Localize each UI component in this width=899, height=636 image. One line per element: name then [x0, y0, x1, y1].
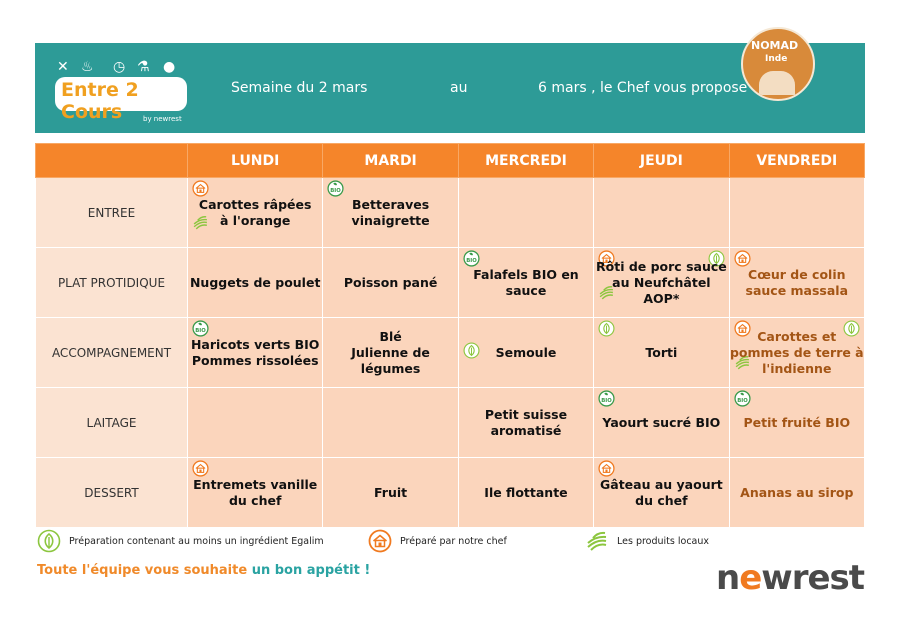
brand-start: n	[716, 558, 740, 598]
dish-text: Betteraves vinaigrette	[351, 196, 430, 228]
newrest-logo	[716, 558, 864, 598]
menu-cell	[729, 318, 864, 388]
dish-text: Fruit	[374, 484, 408, 500]
svg-text:BIO: BIO	[736, 398, 748, 405]
menu-cell	[323, 458, 458, 528]
row-label: DESSERT	[36, 458, 188, 528]
menu-cell	[458, 248, 593, 318]
row-label: ACCOMPAGNEMENT	[36, 318, 188, 388]
menu-cell	[594, 248, 729, 318]
menu-cell	[458, 178, 593, 248]
svg-text:BIO: BIO	[466, 258, 477, 265]
day-header: MARDI	[323, 144, 458, 178]
footer-message	[37, 563, 370, 578]
legend-chef-text: Préparé par notre chef	[400, 535, 507, 547]
logo-subtitle: by newrest	[143, 115, 182, 123]
menu-cell	[729, 248, 864, 318]
svg-text:BIO: BIO	[330, 188, 342, 195]
dish-text: Petit fruité BIO	[743, 414, 851, 430]
footer-accent: un bon appétit !	[251, 563, 371, 578]
utensils-icon: ✕	[57, 59, 69, 75]
bio-icon	[598, 390, 615, 407]
badge-title: NOMAD	[751, 39, 799, 52]
entre-2-cours-logo	[51, 53, 201, 125]
dish-text: Yaourt sucré BIO	[602, 414, 721, 430]
dish-text: Rôti de porc sauce au Neufchâtel AOP*	[596, 258, 727, 306]
brand-accent: e	[739, 558, 762, 598]
menu-table	[35, 143, 865, 528]
days-header-row	[36, 144, 865, 178]
chef-house-icon	[192, 180, 209, 197]
menu-cell	[188, 458, 323, 528]
menu-cell	[323, 248, 458, 318]
dish-text: Entremets vanille du chef	[193, 476, 318, 508]
week-separator: au	[450, 80, 468, 96]
chef-house-icon	[368, 529, 392, 553]
legend-local-text: Les produits locaux	[617, 535, 710, 547]
chef-house-icon	[598, 460, 615, 477]
menu-row	[36, 388, 865, 458]
svg-text:BIO: BIO	[195, 328, 206, 335]
apple-icon: ●	[163, 59, 176, 75]
dish-text: Carottes râpées à l'orange	[198, 196, 312, 228]
menu-cell	[323, 388, 458, 458]
menu-cell	[594, 458, 729, 528]
menu-cell	[323, 178, 458, 248]
menu-row	[36, 248, 865, 318]
menu-cell	[188, 248, 323, 318]
menu-cell	[188, 388, 323, 458]
footer-main: Toute l'équipe vous souhaite	[37, 563, 252, 578]
nomad-inde-badge	[741, 27, 815, 101]
header-corner	[36, 144, 188, 178]
dish-text: Nuggets de poulet	[189, 274, 321, 290]
day-header: JEUDI	[594, 144, 729, 178]
logo-title: Entre 2 Cours	[61, 79, 139, 123]
day-header: LUNDI	[188, 144, 323, 178]
brand-end: wrest	[761, 558, 865, 598]
row-label: PLAT PROTIDIQUE	[36, 248, 188, 318]
menu-cell	[323, 318, 458, 388]
taj-mahal-icon	[759, 71, 795, 95]
legend-egalim-text: Préparation contenant au moins un ingrédient Egalim	[69, 535, 324, 547]
legend-local	[585, 528, 709, 554]
dish-text: Ananas au sirop	[740, 484, 854, 500]
week-start: Semaine du 2 mars	[231, 80, 368, 96]
menu-row	[36, 318, 865, 388]
bio-icon	[192, 320, 209, 337]
menu-cell	[458, 388, 593, 458]
bio-icon	[327, 180, 344, 197]
menu-cell	[594, 178, 729, 248]
flask-icon: ⚗	[137, 59, 150, 75]
header-banner	[35, 43, 865, 133]
legend-chef	[368, 528, 507, 554]
menu-row	[36, 458, 865, 528]
chef-house-icon	[192, 460, 209, 477]
menu-cell	[594, 388, 729, 458]
legend-egalim	[37, 528, 324, 554]
dish-text: Torti	[645, 344, 678, 360]
menu-cell	[594, 318, 729, 388]
dish-text: Carottes et pommes de terre à l'indienne	[729, 328, 864, 376]
egalim-leaf-icon	[37, 529, 61, 553]
menu-cell	[458, 318, 593, 388]
day-header: MERCREDI	[458, 144, 593, 178]
clock-icon: ◷	[113, 59, 126, 75]
day-header: VENDREDI	[729, 144, 864, 178]
row-label: ENTREE	[36, 178, 188, 248]
chef-house-icon	[734, 250, 751, 267]
dish-text: Ile flottante	[484, 484, 568, 500]
chef-hat-icon: ♨	[81, 59, 94, 75]
svg-text:BIO: BIO	[601, 398, 612, 405]
dish-text: Haricots verts BIO Pommes rissolées	[190, 336, 320, 368]
week-end: 6 mars , le Chef vous propose	[538, 80, 748, 96]
row-label: LAITAGE	[36, 388, 188, 458]
local-fields-icon	[585, 529, 609, 553]
dish-text: Semoule	[495, 344, 557, 360]
bio-icon	[734, 390, 751, 407]
egalim-leaf-icon	[598, 320, 615, 337]
menu-cell	[188, 318, 323, 388]
menu-cell	[729, 458, 864, 528]
menu-cell	[458, 458, 593, 528]
dish-text: Petit suisse aromatisé	[484, 406, 568, 438]
dish-text: Poisson pané	[343, 274, 438, 290]
menu-cell	[729, 178, 864, 248]
menu-cell	[729, 388, 864, 458]
dish-text: Falafels BIO en sauce	[473, 266, 579, 298]
dish-text: Blé Julienne de légumes	[351, 328, 430, 376]
bio-icon	[463, 250, 480, 267]
dish-text: Gâteau au yaourt du chef	[600, 476, 723, 508]
menu-row	[36, 178, 865, 248]
menu-cell	[188, 178, 323, 248]
dish-text: Cœur de colin sauce massala	[745, 266, 849, 298]
badge-subtitle: Inde	[765, 54, 788, 64]
